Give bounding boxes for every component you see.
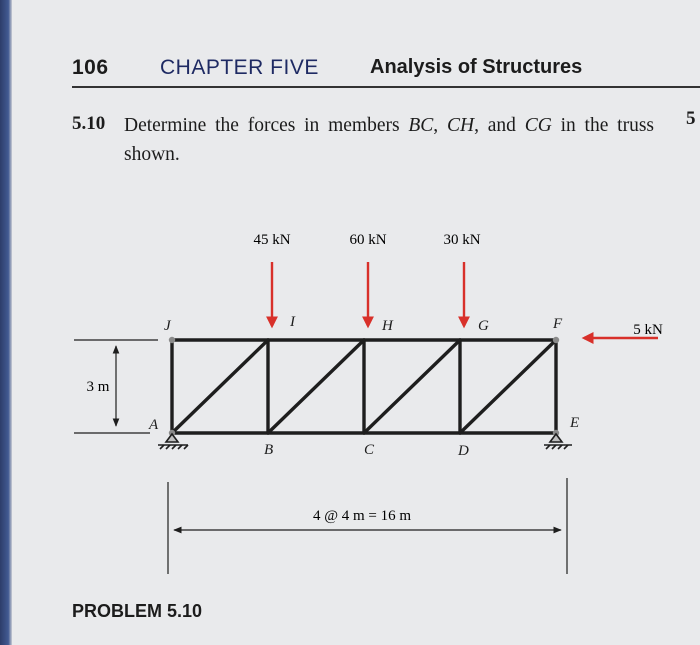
span-dimension xyxy=(168,478,567,574)
member-bc-label: BC xyxy=(408,115,434,136)
node-label-b: B xyxy=(264,442,274,458)
chapter-label: CHAPTER FIVE xyxy=(160,56,319,79)
node-label-d: D xyxy=(458,443,469,459)
member-ch-label: CH xyxy=(446,115,475,136)
truss-members xyxy=(172,340,556,433)
load-label-5kn: 5 kN xyxy=(633,322,663,338)
member-bh xyxy=(268,340,364,433)
load-label-30kn: 30 kN xyxy=(443,232,481,248)
load-label-60kn: 60 kN xyxy=(349,232,387,248)
node-label-g: G xyxy=(478,318,489,334)
node-label-j: J xyxy=(164,318,171,334)
member-cg-label: CG xyxy=(524,115,552,136)
problem-caption: PROBLEM 5.10 xyxy=(72,601,203,621)
node-label-i: I xyxy=(290,314,295,330)
load-arrows xyxy=(272,262,658,338)
support-roller-e xyxy=(544,434,572,449)
member-cg xyxy=(364,340,460,433)
node-label-f: F xyxy=(553,316,563,332)
load-label-45kn: 45 kN xyxy=(253,232,291,248)
support-pin-a xyxy=(158,434,188,449)
joint-j xyxy=(169,337,175,343)
node-label-c: C xyxy=(364,442,375,458)
member-ai xyxy=(172,340,268,433)
member-df xyxy=(460,340,556,433)
problem-statement: Determine the forces in members BC, CH, and CG in the truss shown. xyxy=(124,115,654,165)
chapter-title: Analysis of Structures xyxy=(370,56,583,78)
node-label-e: E xyxy=(570,415,580,431)
span-label: 4 @ 4 m = 16 m xyxy=(312,508,412,524)
height-label: 3 m xyxy=(86,379,110,395)
joint-f xyxy=(553,337,559,343)
node-label-h: H xyxy=(382,318,393,334)
node-label-a: A xyxy=(149,417,159,433)
margin-number: 5 xyxy=(686,108,696,129)
problem-number: 5.10 xyxy=(72,113,106,134)
page-number: 106 xyxy=(72,56,109,79)
